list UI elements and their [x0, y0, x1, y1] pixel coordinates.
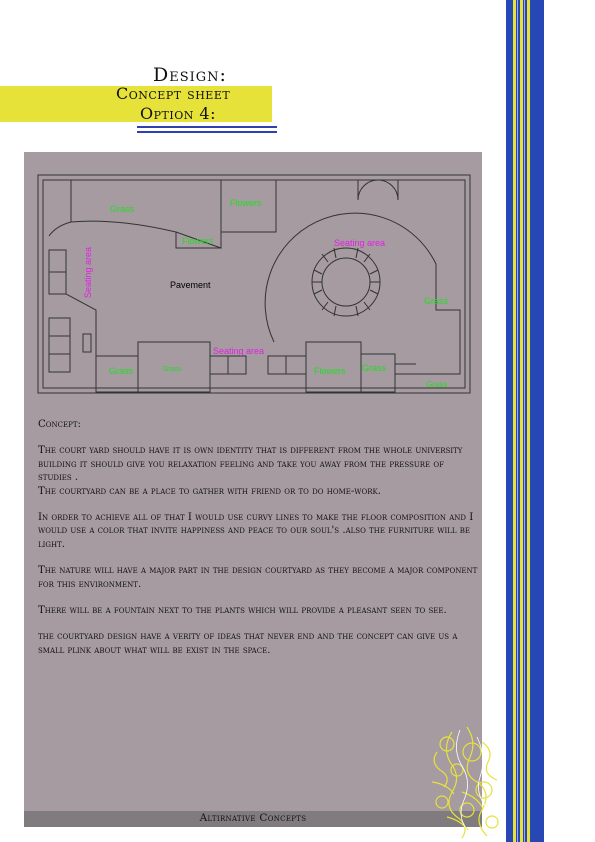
- concept-paragraph: The nature will have a major part in the design courtyard as they become a major component for this environment.: [38, 565, 478, 590]
- stripe-line: [527, 0, 530, 842]
- option-label: Option 4:: [140, 104, 216, 123]
- concept-paragraph: In order to achieve all of that I would use curvy lines to make the floor composition and I would use a color that invite happiness and peace to our soul's .also the furniture will be light.: [38, 512, 474, 550]
- stripe-line: [520, 0, 523, 842]
- stripe-line: [513, 0, 516, 842]
- plant-sketch-decoration: [422, 722, 512, 840]
- plan-label-pavement: Pavement: [170, 280, 211, 290]
- page-title: Design:: [153, 64, 227, 86]
- plan-label-grass-small: Grass: [163, 366, 182, 373]
- stripe-line: [524, 0, 525, 842]
- title-underline: [137, 126, 277, 128]
- plan-label-flowers-mid: Flowers: [182, 236, 214, 246]
- concept-paragraph: There will be a fountain next to the plants which will provide a pleasant seen to see.: [38, 605, 447, 617]
- courtyard-floor-plan: [36, 174, 472, 396]
- plan-label-flowers-bottom: Flowers: [314, 366, 346, 376]
- plan-label-grass-bottom-right: Grass: [426, 380, 448, 389]
- floor-plan-drawing: [36, 174, 472, 396]
- plan-label-seating-left: Seating area: [83, 246, 93, 298]
- page-subtitle: Concept sheet: [116, 84, 231, 103]
- plan-label-grass-bottom-left: Grass: [109, 366, 134, 376]
- decorative-stripes: [506, 0, 544, 842]
- title-underline: [137, 131, 277, 133]
- concept-text: [38, 418, 478, 670]
- plan-label-grass-bottom-mid: Grass: [362, 363, 387, 373]
- plan-label-seating-right: Seating area: [334, 238, 386, 248]
- concept-paragraph: The court yard should have it is own identity that is different from the whole university building it should give you relaxation feeling and take you away from the pressure of studies .: [38, 445, 463, 484]
- concept-heading: Concept:: [38, 419, 81, 430]
- plan-label-grass-right: Grass: [424, 296, 449, 306]
- plan-label-seating-bottom: Seating area: [213, 346, 265, 356]
- footer-label: Altirnative Concepts: [199, 812, 307, 824]
- plan-label-grass-top: Grass: [110, 204, 135, 214]
- plan-label-flowers-top: Flowers: [230, 198, 262, 208]
- concept-paragraph: The courtyard can be a place to gather with friend or to do home-work.: [38, 485, 381, 497]
- concept-paragraph: the courtyard design have a verity of ideas that never end and the concept can give us a small plink about what will be exist in the space.: [38, 631, 458, 656]
- stripe-line: [517, 0, 518, 842]
- content-panel: [24, 152, 482, 827]
